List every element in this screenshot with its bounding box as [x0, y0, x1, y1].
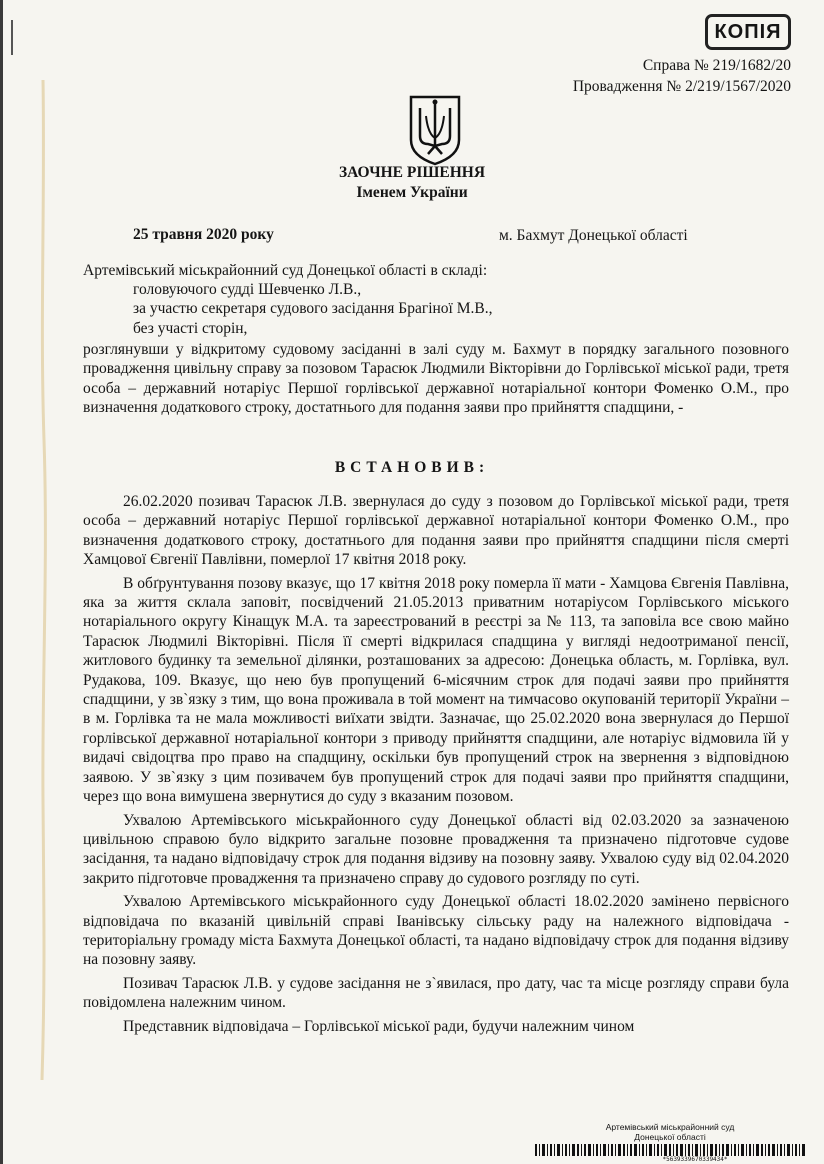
copy-stamp: КОПІЯ — [705, 14, 791, 50]
binding-thread — [36, 80, 50, 1080]
document-body — [83, 492, 789, 1040]
body-paragraph: Ухвалою Артемівського міськрайонного суду Донецької області 18.02.2020 замінено первісного відповідача по вказаній цивільній справі Іванівську сільську раду на належного відповідача - територіальну громаду міста Бахмута Донецької області, та надано відповідачу строк для подання відзиву на позовну заяву. — [83, 893, 789, 969]
document-title: ЗАОЧНЕ РІШЕННЯ — [338, 164, 486, 181]
barcode-icon — [535, 1144, 805, 1156]
coat-of-arms-icon — [408, 94, 462, 166]
body-paragraph: Позивач Тарасюк Л.В. у судове засідання не з`явилася, про дату, час та місце розгляду справи була повідомлена належним чином. — [83, 974, 789, 1012]
decision-date: 25 травня 2020 року — [133, 226, 274, 243]
considering-paragraph — [83, 340, 789, 417]
court-composition: Артемівський міськрайонний суд Донецької області в складі: — [83, 262, 488, 279]
body-paragraph: В обґрунтування позову вказує, що 17 квітня 2018 року померла її мати - Хамцова Євгенія Павлівна, яка за життя склала заповіт, посвідчений 21.05.2013 приватним нотаріусом Горлівського міського нотаріального округу Кінащук М.А. та зареєстрований в реєстрі за № 113, та заповіла все свою майно Тарасюк Людмилі Вікторівні. Після її смерті відкрилася спадщина у вигляді недоотриманої пенсії, житлового будинку та земельної ділянки, розташованих за адресою: Донецька область, м. Горлівка, вул. Рудакова, 109. Вказує, що нею був пропущений 6-місячним строк для подачі заяви про прийняття спадщини, у зв`язку з тим, що вона проживала в той момент на тимчасово окупованій території України – в м. Горлівка та не мала можливості виїхати звідти. Зазначає, що 25.02.2020 вона звернулася до Першої горлівської державної нотаріальної контори з приводу прийняття спадщини, але нотаріус відмовила їй у видачі свідоцтва про право на спадщину, оскільки був пропущений строк на звернення з відповідною заявою. У зв`язку з цим позивачем був пропущений строк для подачі заяви про прийняття спадщини, через що вона вимушена звернутися до суду з вказаним позовом. — [83, 574, 789, 806]
body-paragraph: Представник відповідача – Горлівської міської ради, будучи належним чином — [123, 1017, 635, 1035]
footer-court-name: Артемівський міськрайонний суд Донецької області — [605, 1122, 735, 1142]
document-subtitle: Іменем України — [356, 184, 468, 201]
considering-text: розглянувши у відкритому судовому засіданні в залі суду м. Бахмут в порядку загального позовного провадження цивільну справу за позовом Тарасюк Людмили Вікторівни до Горлівської міської ради, третя особа – державний нотаріус Першої горлівської державної нотаріальної контори Фоменко О.М., про визначення додаткового строку, достатнього для подання заяви про прийняття спадщини, - — [83, 341, 789, 416]
court-secretary: за участю секретаря судового засідання Брагіної М.В., — [133, 300, 493, 317]
section-heading: ВСТАНОВИВ: — [334, 459, 490, 476]
case-info — [573, 55, 791, 97]
case-number: Справа № 219/1682/20 — [642, 57, 791, 74]
proceeding-number: Провадження № 2/219/1567/2020 — [572, 78, 791, 95]
presiding-judge: головуючого судді Шевченко Л.В., — [133, 281, 362, 298]
decision-place: м. Бахмут Донецької області — [499, 227, 688, 244]
parties-absent: без участі сторін, — [133, 320, 248, 337]
body-paragraph: Ухвалою Артемівського міськрайонного суду Донецької області від 02.03.2020 за зазначеною цивільною справою було відкрито загальне позовне провадження та призначено підготовче судове засідання, та надано відповідачу строк для подання відзиву на позовну заяву. Ухвалою суду від 02.04.2020 закрито підготовче провадження та призначено справу до судового розгляду по суті. — [83, 811, 789, 887]
body-paragraph: 26.02.2020 позивач Тарасюк Л.В. звернулася до суду з позовом до Горлівської міської ради, третя особа – державний нотаріус Першої горлівської державної нотаріальної контори Фоменко О.М., про визначення додаткового строку, достатнього для подання заяви про прийняття спадщини після смерті Хамцової Євгенії Павлівни, померлої 17 квітня 2018 року. — [83, 493, 789, 569]
barcode-text: *5639339670339434* — [662, 1156, 728, 1163]
